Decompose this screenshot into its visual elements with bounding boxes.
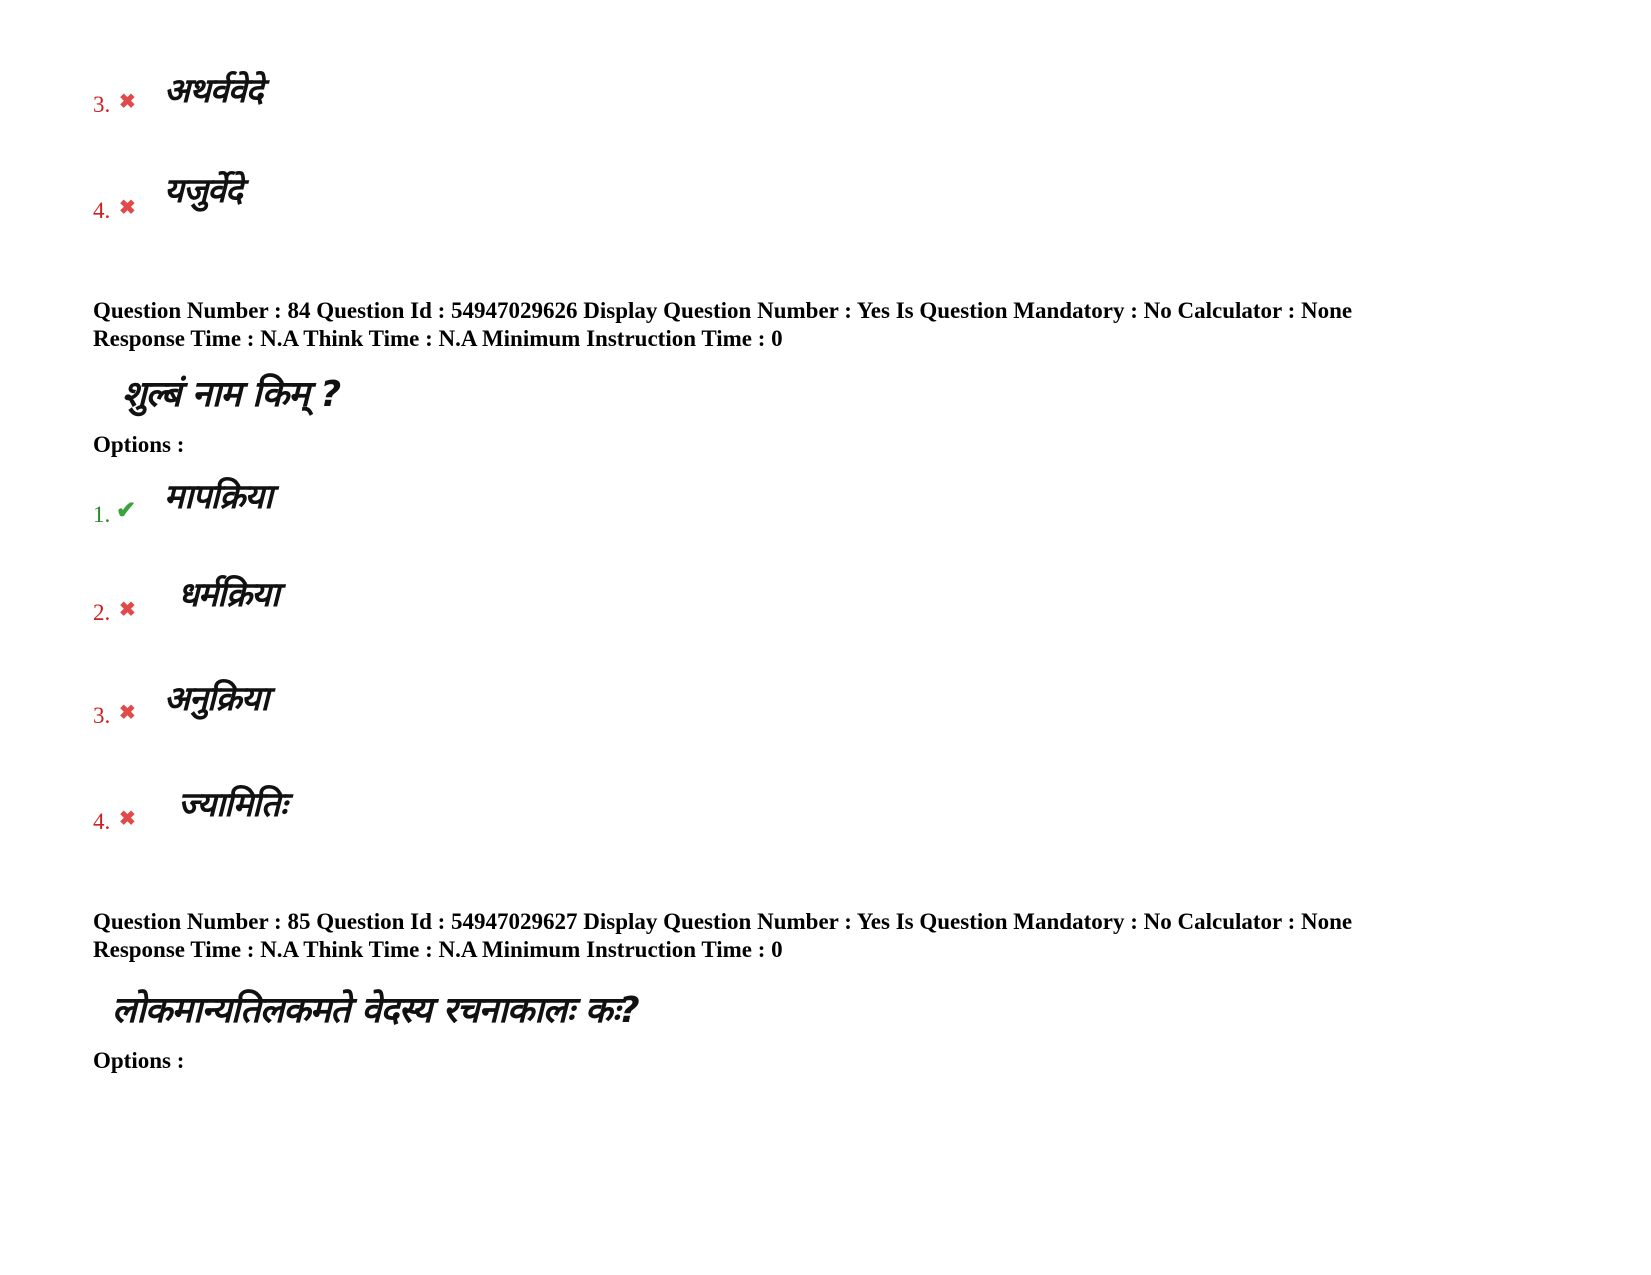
option-number: 3. — [93, 92, 111, 117]
option-text: मापक्रिया — [164, 477, 272, 517]
option-text: अथर्ववेदे — [164, 71, 263, 111]
cross-icon: ✖ — [119, 702, 136, 724]
question-85-meta — [93, 908, 1352, 964]
option-number: 2. — [93, 600, 111, 625]
options-label: Options : — [93, 432, 185, 457]
question-84-meta — [93, 297, 1352, 353]
option-text: अनुक्रिया — [164, 679, 269, 719]
meta-line-1: Question Number : 85 Question Id : 54947029627 Display Question Number : Yes Is Question Mandatory : No Calculator : None — [93, 909, 1353, 934]
meta-line-2: Response Time : N.A Think Time : N.A Minimum Instruction Time : 0 — [93, 326, 783, 351]
option-number: 4. — [93, 198, 111, 223]
meta-line-2: Response Time : N.A Think Time : N.A Minimum Instruction Time : 0 — [93, 937, 783, 962]
cross-icon: ✖ — [119, 91, 136, 113]
meta-line-1: Question Number : 84 Question Id : 54947029626 Display Question Number : Yes Is Question Mandatory : No Calculator : None — [93, 298, 1353, 323]
option-number: 1. — [93, 502, 111, 527]
option-text: ज्यामितिः — [178, 785, 287, 825]
option-text: धर्मक्रिया — [178, 575, 279, 615]
check-icon: ✔ — [116, 498, 137, 524]
cross-icon: ✖ — [119, 197, 136, 219]
options-label: Options : — [93, 1048, 185, 1073]
option-number: 3. — [93, 703, 111, 728]
option-number: 4. — [93, 809, 111, 834]
cross-icon: ✖ — [119, 599, 136, 621]
option-text: यजुर्वेदे — [164, 171, 242, 211]
question-85-text: लोकमान्यतिलकमते वेदस्य रचनाकालः कः? — [112, 990, 639, 1031]
cross-icon: ✖ — [119, 808, 136, 830]
question-84-text: शुल्बं नाम किम् ? — [122, 374, 341, 415]
